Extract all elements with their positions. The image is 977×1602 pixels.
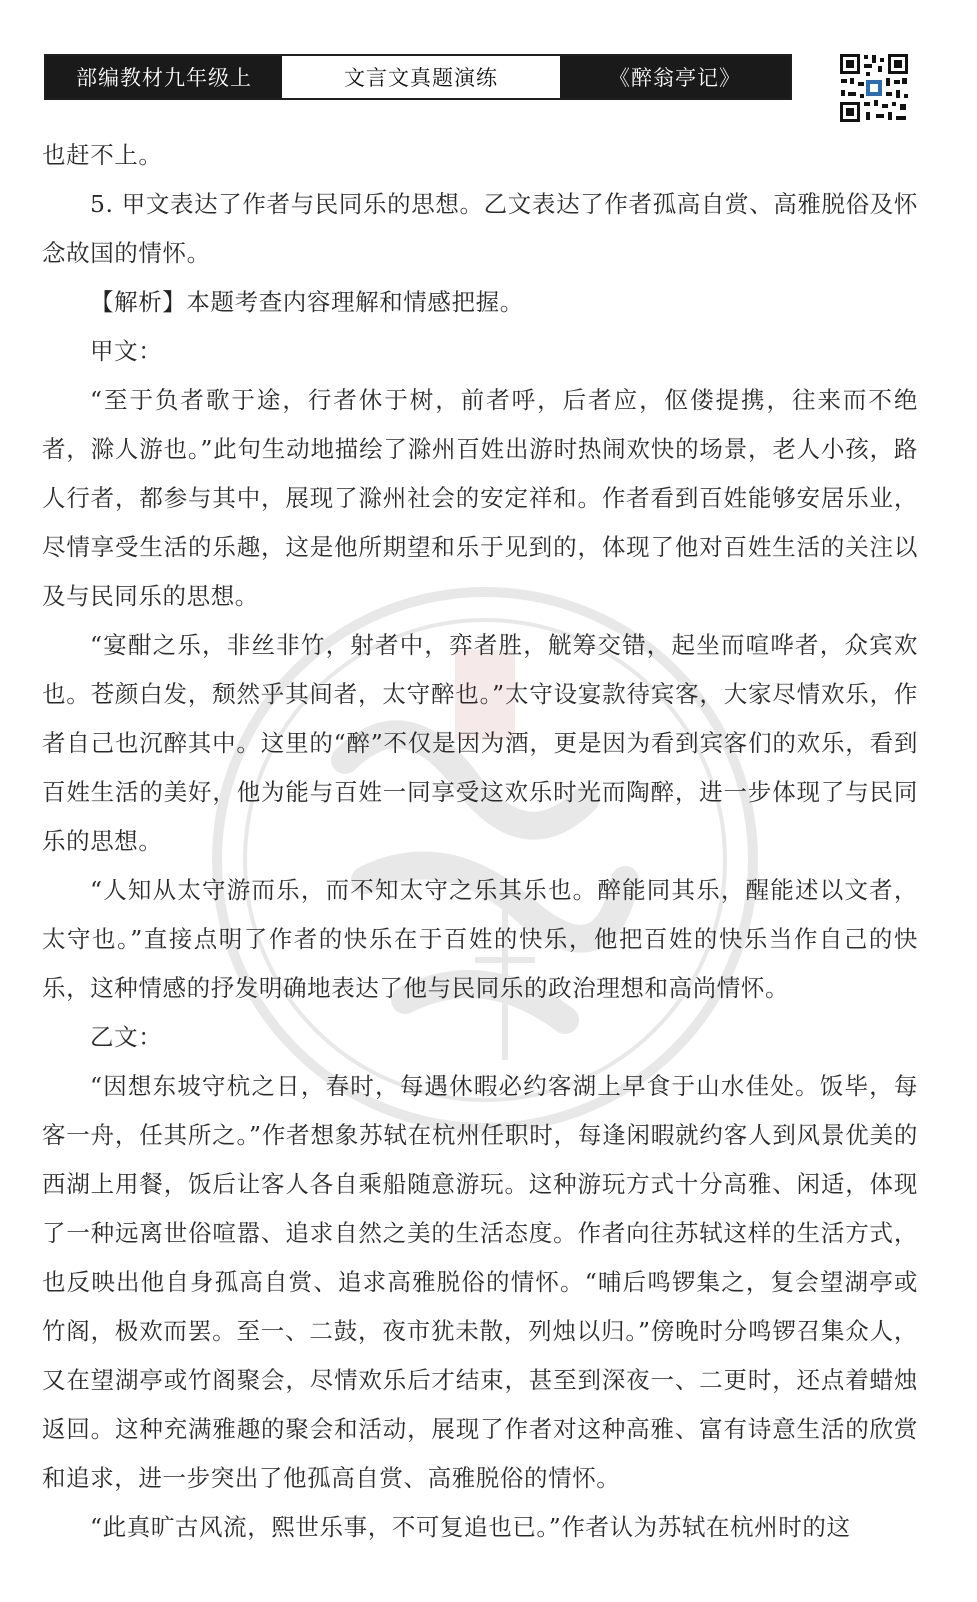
- paragraph-continuation: 也赶不上。: [42, 141, 163, 169]
- header-bar: [44, 54, 792, 100]
- paragraph-jia-3: “人知从太守游而乐，而不知太守之乐其乐也。醉能同其乐，醒能述以文者，太守也。”直接点明了作者的快乐在于百姓的快乐，他把百姓的快乐当作自己的快乐，这种情感的抒发明确地表达了他与民同乐的政治理想和高尚情怀。: [42, 876, 918, 1002]
- analysis-tag: 【解析】: [90, 288, 187, 316]
- paragraph-yi-1: “因想东坡守杭之日，春时，每遇休暇必约客湖上早食于山水佳处。饭毕，每客一舟，任其所之。”作者想象苏轼在杭州任职时，每逢闲暇就约客人到风景优美的西湖上用餐，饭后让客人各自乘船随意游玩。这种游玩方式十分高雅、闲适，体现了一种远离世俗喧嚣、追求自然之美的生活态度。作者向往苏轼这样的生活方式，也反映出他自身孤高自赏、追求高雅脱俗的情怀。“晡后鸣锣集之，复会望湖亭或竹阁，极欢而罢。至一、二鼓，夜市犹未散，列烛以归。”傍晚时分鸣锣召集众人，又在望湖亭或竹阁聚会，尽情欢乐后才结束，甚至到深夜一、二更时，还点着蜡烛返回。这种充满雅趣的聚会和活动，展现了作者对这种高雅、富有诗意生活的欣赏和追求，进一步突出了他孤高自赏、高雅脱俗的情怀。: [42, 1072, 918, 1492]
- paragraph-jia-2: “宴酣之乐，非丝非竹，射者中，弈者胜，觥筹交错，起坐而喧哗者，众宾欢也。苍颜白发，颓然乎其间者，太守醉也。”太守设宴款待宾客，大家尽情欢乐，作者自己也沉醉其中。这里的“醉”不仅是因为酒，更是因为看到宾客们的欢乐，看到百姓生活的美好，他为能与百姓一同享受这欢乐时光而陶醉，进一步体现了与民同乐的思想。: [42, 631, 918, 855]
- paragraph-analysis: [42, 278, 918, 327]
- paragraph-answer-5: 5. 甲文表达了作者与民同乐的思想。乙文表达了作者孤高自赏、高雅脱俗及怀念故国的情怀。: [42, 190, 918, 267]
- section-title: 文言文真题演练: [282, 56, 560, 98]
- heading-yi: 乙文：: [90, 1023, 163, 1051]
- lesson-title: 《醉翁亭记》: [560, 56, 790, 98]
- textbook-label: 部编教材九年级上: [46, 56, 282, 98]
- paragraph-yi-2: “此真旷古风流，熙世乐事，不可复追也已。”作者认为苏轼在杭州时的这: [90, 1513, 851, 1541]
- answer-content: [42, 131, 918, 1552]
- paragraph-jia-1: “至于负者歌于途，行者休于树，前者呼，后者应，伛偻提携，往来而不绝者，滁人游也。”此句生动地描绘了滁州百姓出游时热闹欢快的场景，老人小孩，路人行者，都参与其中，展现了滁州社会的安定祥和。作者看到百姓能够安居乐业，尽情享受生活的乐趣，这是他所期望和乐于见到的，体现了他对百姓生活的关注以及与民同乐的思想。: [42, 386, 918, 610]
- heading-jia: 甲文：: [90, 337, 163, 365]
- analysis-text: 本题考查内容理解和情感把握。: [186, 288, 524, 316]
- qr-code-icon[interactable]: [838, 52, 910, 124]
